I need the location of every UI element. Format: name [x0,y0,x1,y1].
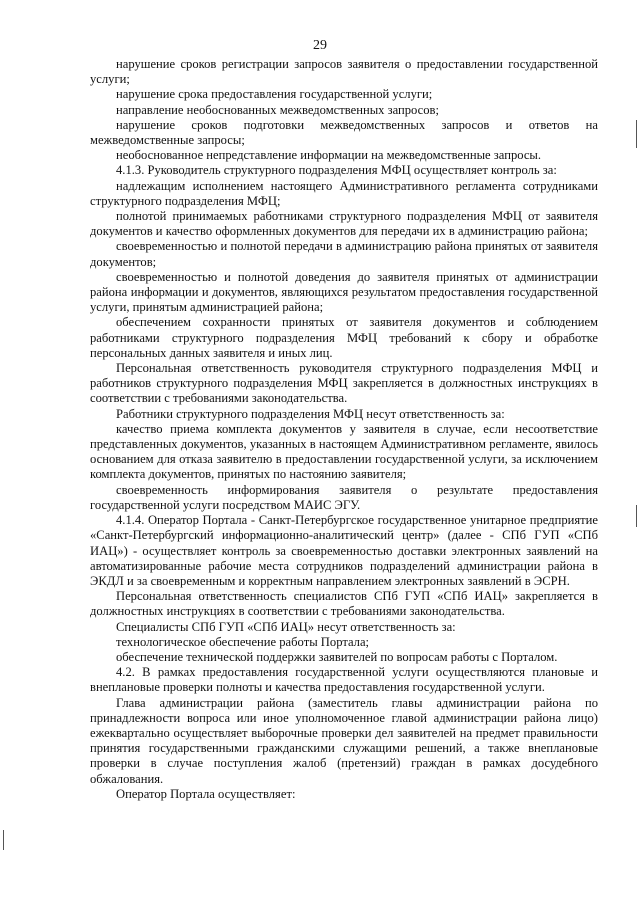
paragraph: Персональная ответственность специалистов СПб ГУП «СПб ИАЦ» закрепляется в должностных инструкциях в соответствии с требованиями законодательства. [90,589,598,619]
paragraph: Глава администрации района (заместитель главы администрации района по принадлежности вопроса или иное уполномоченное главой администрации района лицо) ежеквартально осуществляет выборочные проверки дел заявителей на предмет правильности принятия государственными гражданскими служащими решений, а также внеплановые проверки в случае поступления жалоб (претензий) граждан в рамках досудебного обжалования. [90,695,598,786]
paragraph: обеспечение технической поддержки заявителей по вопросам работы с Порталом. [116,649,558,664]
paragraph: надлежащим исполнением настоящего Административного регламента сотрудниками структурного подразделения МФЦ; [90,178,598,208]
paragraph: полнотой принимаемых работниками структурного подразделения МФЦ от заявителя документов и качество оформленных документов для передачи их в администрацию района; [90,209,598,239]
paragraph: Оператор Портала осуществляет: [116,786,296,801]
paragraph: своевременностью и полнотой передачи в администрацию района принятых от заявителя документов; [90,239,598,269]
paragraph: 4.2. В рамках предоставления государственной услуги осуществляются плановые и внеплановые проверки полноты и качества предоставления государственной услуги. [90,665,598,695]
paragraph: Специалисты СПб ГУП «СПб ИАЦ» несут ответственность за: [116,619,456,634]
paragraph: нарушение сроков регистрации запросов заявителя о предоставлении государственной услуги; [90,57,598,87]
scan-edge-mark [3,830,4,850]
paragraph: 4.1.3. Руководитель структурного подразделения МФЦ осуществляет контроль за: [116,163,557,178]
paragraph: направление необоснованных межведомственных запросов; [116,102,439,117]
scan-edge-mark [636,505,637,527]
page-body [90,57,598,802]
paragraph: качество приема комплекта документов у заявителя в случае, если несоответствие представленных документов, указанных в настоящем Административном регламенте, явилось основанием для отказа заявителю в предоставлении государственной услуги, за исключением комплекта документов, принятых по настоянию заявителя; [90,421,598,482]
paragraph: нарушение срока предоставления государственной услуги; [116,87,433,102]
paragraph: 4.1.4. Оператор Портала - Санкт-Петербургское государственное унитарное предприятие «Санкт-Петербургский информационно-аналитический центр» (далее - СПб ГУП «СПб ИАЦ») - осуществляет контроль за своевременностью доставки электронных заявлений на автоматизированные рабочие места сотрудников подразделений администрации района в ЭКДЛ и за своевременным и корректным направлением электронных заявлений в ЭСРН. [90,513,598,588]
paragraph: необоснованное непредставление информации на межведомственные запросы. [116,148,542,163]
scan-edge-mark [636,120,637,148]
paragraph: обеспечением сохранности принятых от заявителя документов и соблюдением работниками структурного подразделения МФЦ требований к сбору и обработке персональных данных заявителя и иных лиц. [90,315,598,360]
paragraph: Персональная ответственность руководителя структурного подразделения МФЦ и работников структурного подразделения МФЦ закрепляется в должностных инструкциях в соответствии с требованиями законодательства. [90,361,598,406]
page-number: 29 [313,38,327,53]
paragraph: нарушение сроков подготовки межведомственных запросов и ответов на межведомственные запросы; [90,117,598,148]
paragraph: Работники структурного подразделения МФЦ несут ответственность за: [116,406,505,421]
paragraph: своевременность информирования заявителя о результате предоставления государственной услуги посредством МАИС ЭГУ. [90,482,598,512]
paragraph: своевременностью и полнотой доведения до заявителя принятых от администрации района информации и документов, являющихся результатом предоставления государственной услуги, принятым администрацией района; [90,269,598,315]
paragraph: технологическое обеспечение работы Портала; [116,634,370,649]
